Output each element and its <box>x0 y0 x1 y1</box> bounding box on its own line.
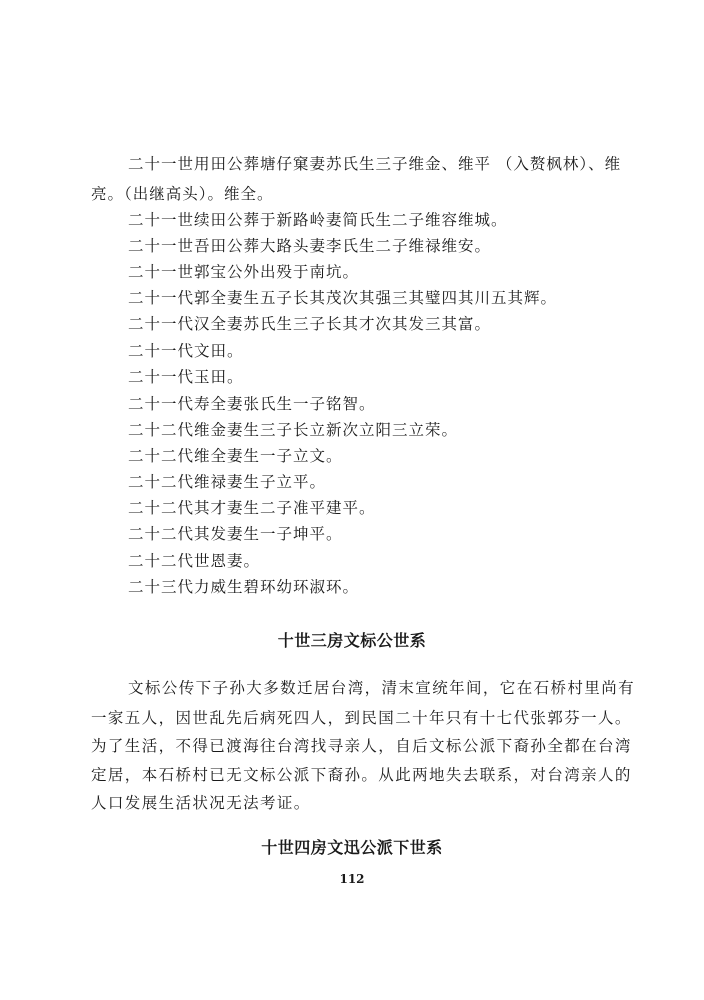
entry-line: 二十一代寿全妻张氏生一子铭智。 <box>128 395 376 413</box>
entry-line: 二十一世续田公葬于新路岭妻简氏生二子维容维城。 <box>128 211 508 229</box>
entry-line: 二十一代郭全妻生五子长其茂次其强三其璧四其川五其辉。 <box>128 289 558 307</box>
entry-line: 二十一代汉全妻苏氏生三子长其才次其发三其富。 <box>128 315 492 333</box>
entry-line: 二十二代维全妻生一子立文。 <box>128 447 343 465</box>
section-heading: 十世三房文标公世系 <box>277 631 427 650</box>
entry-line: 二十一代玉田。 <box>128 368 244 386</box>
entry-line: 亮。（出继高头）。维全。 <box>91 185 274 203</box>
page-number: 112 <box>339 872 365 886</box>
entry-line: 二十二代其才妻生二子准平建平。 <box>128 499 376 517</box>
entry-line: 二十一世吾田公葬大路头妻李氏生二子维禄维安。 <box>128 237 492 255</box>
entry-line: 二十二代其发妻生一子坤平。 <box>128 525 343 543</box>
entry-line: 二十二代世恩妻。 <box>128 552 261 570</box>
entry-line: 二十二代维金妻生三子长立新次立阳三立荣。 <box>128 421 459 439</box>
entry-line: 二十三代力威生碧环幼环淑环。 <box>128 578 360 596</box>
paragraph-line: 人口发展生活状况无法考证。 <box>91 794 311 812</box>
paragraph-line: 文标公传下子孙大多数迁居台湾，清末宣统年间，它在石桥村里尚有 <box>128 679 636 697</box>
paragraph-line: 为了生活，不得已渡海往台湾找寻亲人，自后文标公派下裔孙全都在台湾 <box>91 737 632 755</box>
entry-line: 二十一世郭宝公外出殁于南坑。 <box>128 263 360 281</box>
entry-line: 二十一代文田。 <box>128 342 244 360</box>
entry-line: 二十一世用田公葬塘仔窠妻苏氏生三子维金、维平 （入赘枫林）、维 <box>128 155 622 173</box>
section-heading: 十世四房文迅公派下世系 <box>261 838 443 857</box>
entry-line: 二十二代维禄妻生子立平。 <box>128 473 327 491</box>
paragraph-line: 一家五人，因世乱先后病死四人，到民国二十年只有十七代张郭芬一人。 <box>91 709 632 727</box>
paragraph-line: 定居，本石桥村已无文标公派下裔孙。从此两地失去联系，对台湾亲人的 <box>91 766 632 784</box>
